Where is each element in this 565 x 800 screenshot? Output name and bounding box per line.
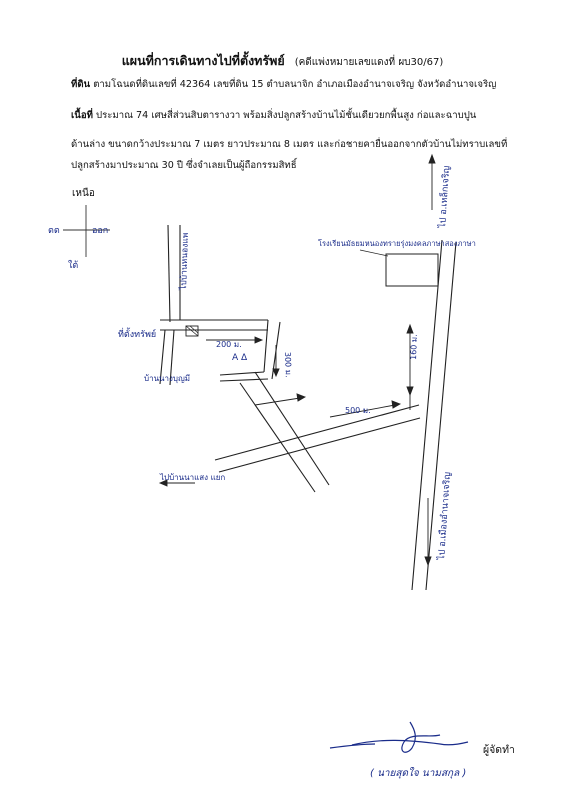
title-text: แผนที่การเดินทางไปที่ตั้งทรัพย์: [121, 53, 285, 68]
cross-road: [215, 405, 420, 472]
label-marker: A Δ: [232, 353, 248, 363]
label-village-road-top: ไปบ้านหนองแพ: [179, 232, 192, 291]
label-main-road-bottom: ไป อ.เมืองอำนาจเจริญ: [437, 471, 454, 561]
diagonal-road: [240, 372, 329, 492]
signature-scribble: [330, 722, 468, 752]
school-building: [386, 254, 438, 286]
case-reference: (คดีแพ่งหมายเลขแดงที่ ผบ30/67): [294, 57, 444, 68]
label-distance-500: 500 ม.: [345, 406, 371, 415]
label-distance-160: 160 ม.: [409, 334, 419, 361]
label-school: โรงเรียนมัธยมหนองทรายรุ่งมงคลภาษาสองภาษา: [318, 239, 476, 248]
north-label: เหนือ: [72, 188, 95, 199]
line4-text: ปลูกสร้างมาประมาณ 30 ปี ซึ่งจำเลยเป็นผู้ถือกรรมสิทธิ์: [71, 160, 297, 171]
compass-east: ออก: [92, 226, 109, 236]
main-highway: [412, 240, 456, 590]
line1-text: ตามโฉนดที่ดินเลขที่ 42364 เลขที่ดิน 15 ตำบลนาจิก อำเภอเมืองอำนาจเจริญ จังหวัดอำนาจเจริญ: [93, 79, 497, 90]
label-distance-300: 300 ม.: [283, 351, 293, 378]
label-property: ที่ตั้งทรัพย์: [118, 330, 157, 340]
compass-west: ตต: [48, 226, 60, 236]
preparer-name: ( นายสุดใจ นามสกุล ): [370, 768, 467, 779]
compass-south: ใต้: [68, 261, 79, 271]
line3-text: ด้านล่าง ขนาดกว้างประมาณ 7 เมตร ยาวประมาณ 8 เมตร และก่อชายคายื่นออกจากตัวบ้านไม่ทราบเลขที่: [71, 139, 508, 150]
label-neighbor: บ้านนางบุญมี: [144, 374, 191, 383]
label-land: ที่ดิน: [71, 79, 91, 90]
label-distance-200: 200 ม.: [216, 340, 242, 349]
arrows: [160, 155, 435, 565]
north-road: [168, 225, 180, 322]
label-area: เนื้อที่: [71, 110, 93, 121]
line2-text: ประมาณ 74 เศษสี่ส่วนสิบตารางวา พร้อมสิ่งปลูกสร้างบ้านไม้ชั้นเดียวยกพื้นสูง ก่อและฉาบปูน: [96, 110, 477, 121]
label-main-road-top: ไป อ.เหล็กเจริญ: [438, 165, 453, 229]
label-village-road-bottom: ไปบ้านนาแสง แยก: [160, 473, 226, 482]
preparer-label: ผู้จัดทำ: [483, 744, 515, 756]
